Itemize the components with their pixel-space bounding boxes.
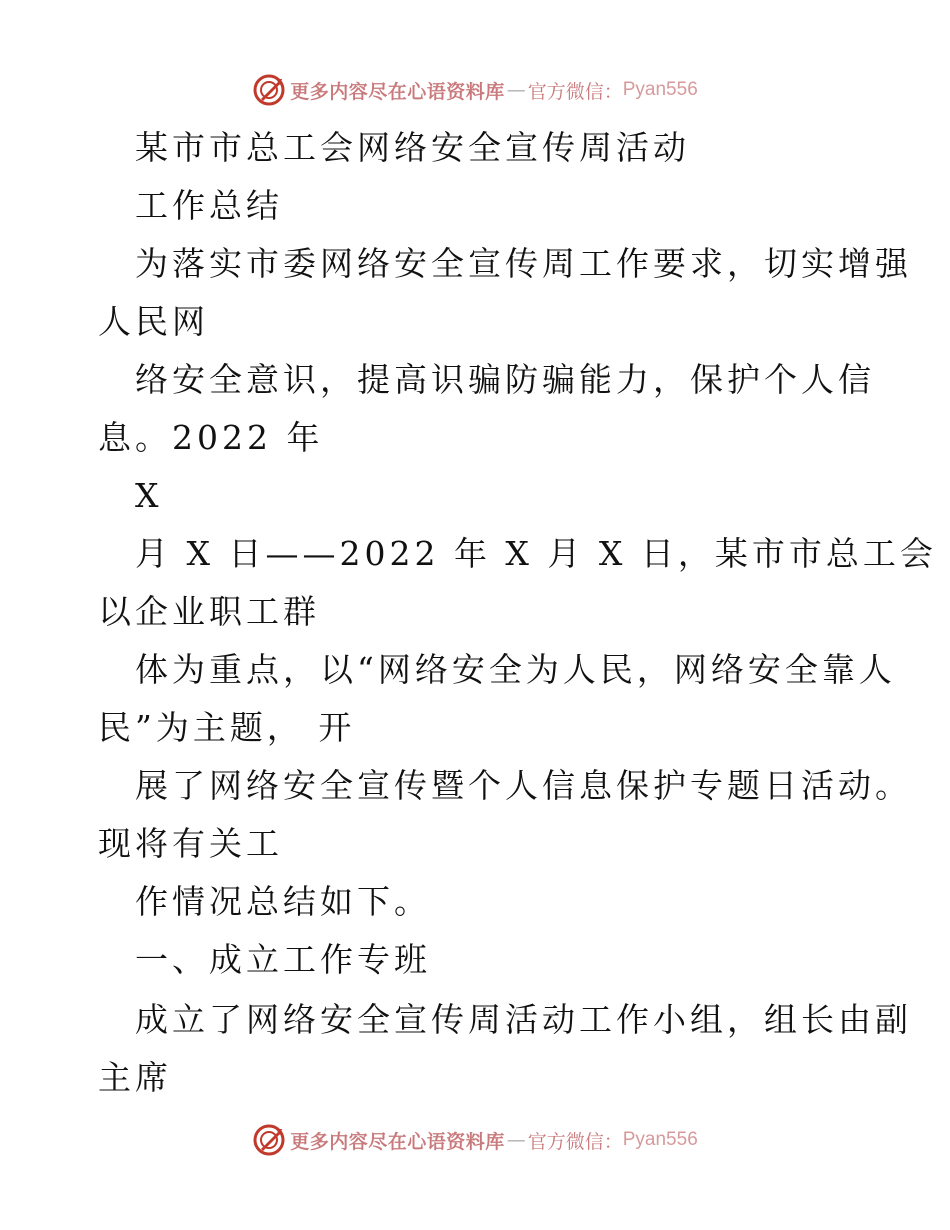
footer-watermark (0, 1120, 950, 1160)
paragraph-line: 为落实市委网络安全宣传周工作要求，切实增强 (135, 244, 912, 283)
watermark-wechat-handle: Pyan556 (622, 79, 698, 100)
document-title: 某市市总工会网络安全宣传周活动 (135, 128, 690, 167)
paragraph-line: 月 X 日——2022 年 X 月 X 日，某市市总工会 (135, 534, 937, 573)
paragraph-line: 民”为主题， 开 (98, 708, 356, 747)
watermark-logo-icon (252, 1123, 286, 1157)
watermark-wechat-label: 官方微信： (527, 80, 623, 103)
watermark-separator: — (506, 79, 526, 101)
header-watermark (0, 70, 950, 110)
paragraph-line: 人民网 (98, 302, 209, 341)
watermark-wechat-handle: Pyan556 (622, 1129, 698, 1150)
paragraph-line: 作情况总结如下。 (135, 882, 431, 921)
section-heading: 一、成立工作专班 (135, 940, 431, 979)
paragraph-line: 展了网络安全宣传暨个人信息保护专题日活动。 (135, 766, 912, 805)
paragraph-line: 以企业职工群 (98, 592, 320, 631)
paragraph-line: 络安全意识，提高识骗防骗能力，保护个人信 (135, 360, 875, 399)
watermark-logo-icon (252, 73, 286, 107)
paragraph-line: 成立了网络安全宣传周活动工作小组，组长由副 (135, 1000, 912, 1039)
paragraph-line: 现将有关工 (98, 824, 283, 863)
watermark-site-text: 更多内容尽在心语资料库 (290, 80, 505, 103)
watermark-separator: — (506, 1129, 526, 1151)
paragraph-line: 主席 (98, 1058, 172, 1097)
paragraph-line: X (135, 476, 163, 515)
watermark-site-text: 更多内容尽在心语资料库 (290, 1130, 505, 1153)
document-subtitle: 工作总结 (135, 186, 283, 225)
paragraph-line: 体为重点，以“网络安全为人民，网络安全靠人 (135, 650, 896, 689)
watermark-wechat-label: 官方微信： (527, 1130, 623, 1153)
paragraph-line: 息。2022 年 (98, 418, 324, 457)
